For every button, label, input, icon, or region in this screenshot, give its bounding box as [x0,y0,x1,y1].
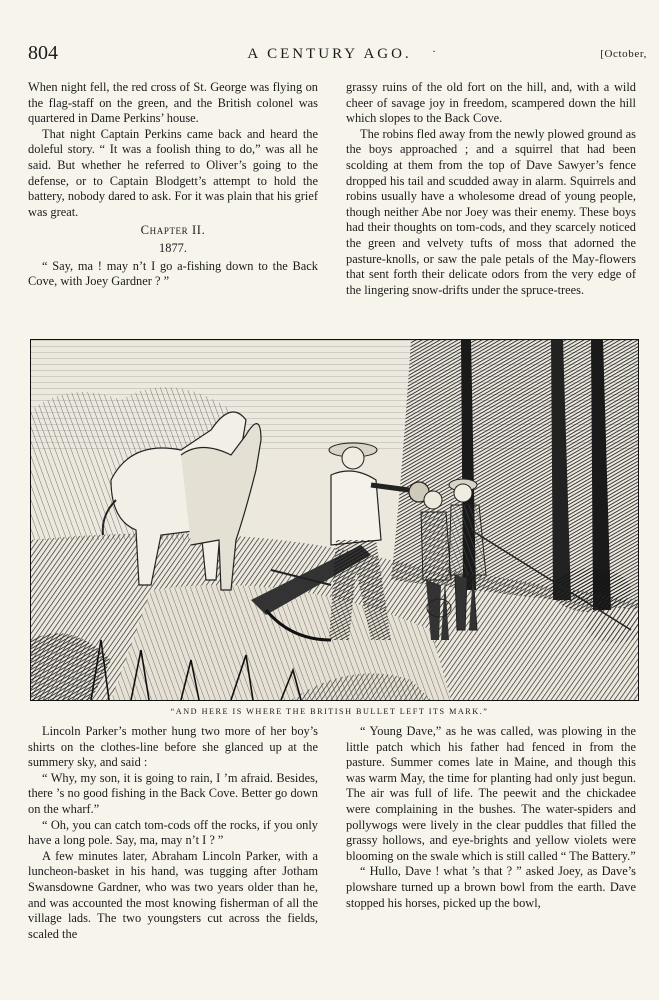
running-title [0,46,659,63]
illustration [30,339,639,701]
page-header [0,0,659,70]
paragraph: “ Young Dave,” as he was called, was plowing in the little patch which his father had fenced in from the pasture. Summer comes late in Maine, and though this was warm May, the time for planting had only just begun. The air was full of life. The peewit and the chickadee were complaining in the bushes. The water-spiders and pollywogs were lively in the clear puddles that filled the grassy hollows, and eye-brights and yellow violets were blooming on the swale which is still called “ The Battery.” [346,724,636,863]
paragraph: A few minutes later, Abraham Lincoln Parker, with a luncheon-basket in his hand, was tugging after Jotham Swansdowne Gardner, who was two years older than he, and was accounted the most knowing fisherman of all the village lads. The two youngsters cut across the fields, scaled the [28,848,318,941]
column-right-top [346,80,636,298]
chapter-title: Chapter II. [140,223,206,238]
running-title-text: A CENTURY AGO. [247,46,412,62]
paragraph: That night Captain Perkins came back and heard the doleful story. “ It was a foolish thing to do,” was all he said. But whether he referred to Oliver’s going to the defense, or to Captain Blodgett’s attempt to hold the battery, nobody dared to ask. For it was plain that his grief was great. [28,126,318,219]
paragraph: “ Why, my son, it is going to rain, I ’m afraid. Besides, there ’s no good fishing in the Back Cove. Better go down on the wharf.” [28,770,318,816]
illustration-caption: “AND HERE IS WHERE THE BRITISH BULLET LEFT ITS MARK.” [170,707,489,716]
paragraph: “ Hullo, Dave ! what ’s that ? ” asked Joey, as Dave’s plowshare turned up a brown bowl from the earth. Dave stopped his horses, picked up the bowl, [346,864,636,910]
paragraph: When night fell, the red cross of St. George was flying on the flag-staff on the green, and the British colonel was quartered in Dame Perkins’ house. [28,80,318,126]
column-left-top [28,80,318,290]
paragraph: “ Oh, you can catch tom-cods off the rocks, if you only have a long pole. Say, ma, may n’t I ? ” [28,817,318,848]
paragraph: grassy ruins of the old fort on the hill, and, with a wild cheer of savage joy in freedom, scampered down the hill which slopes to the Back Cove. [346,80,636,126]
paragraph: The robins fled away from the newly plowed ground as the boys approached ; and a squirrel that had been scolding at them from the top of Dave Sawyer’s fence dropped his tail and scudded away in alarm. Squirrels and robins usually have a wholesome dread of young people, though neither Abe nor Joey was their enemy. These boys had their thoughts on tom-cods, and they scarcely noticed the green and velvety tufts of moss that adorned the pasture-knolls, or saw the pale petals of the May-flowers that sent forth their delicate odors from the very edge of the lingering snow-drifts under the spruce-trees. [346,126,636,297]
column-right-bottom [346,724,636,911]
paragraph: “ Say, ma ! may n’t I go a-fishing down to the Back Cove, with Joey Gardner ? ” [28,258,318,289]
column-left-bottom [28,724,318,942]
paragraph: Lincoln Parker’s mother hung two more of her boy’s shirts on the clothes-line before she glanced up at the summery sky, and said : [28,724,318,770]
engraving-scene [31,340,638,700]
page-number: 804 [28,42,58,64]
header-mark: · [432,44,439,58]
issue-label: [October, [600,48,647,60]
chapter-year: 1877. [159,240,187,255]
